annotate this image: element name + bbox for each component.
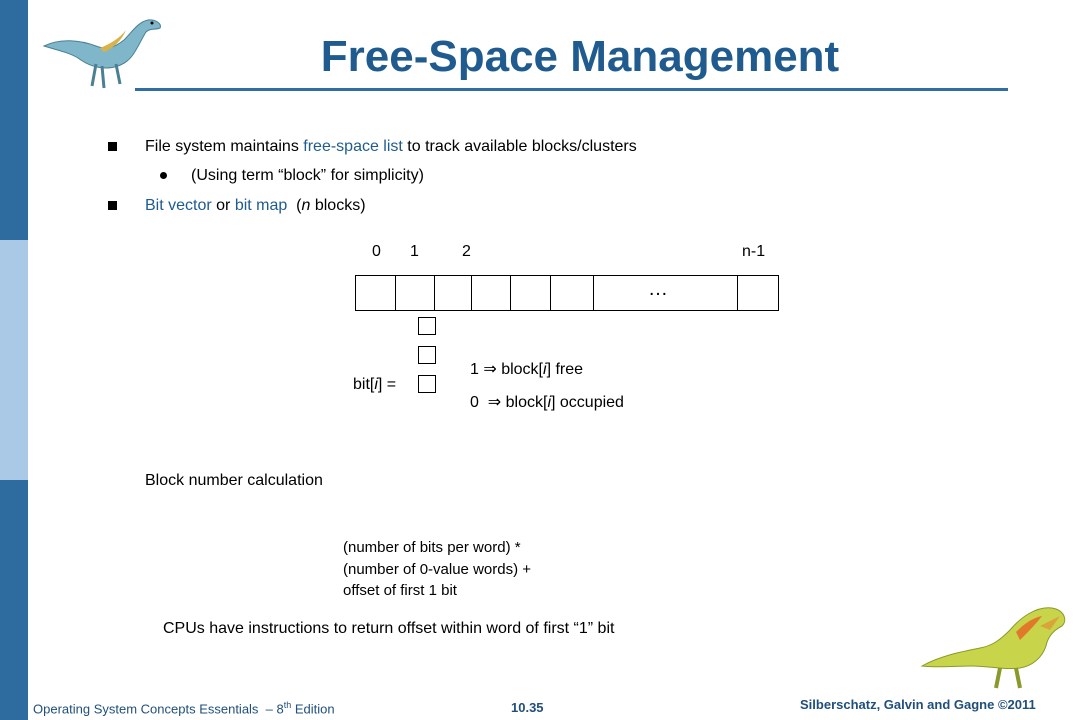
footer-text: Operating System Concepts Essentials – 8 — [33, 701, 284, 717]
cpu-note: CPUs have instructions to return offset within word of first “1” bit — [163, 620, 615, 637]
bullet-text: blocks) — [310, 197, 366, 214]
bullet-text: File system maintains — [145, 138, 304, 155]
ellipsis: … — [648, 278, 668, 300]
legend-text: 1 ⇒ block[ — [470, 361, 543, 378]
calc-heading: Block number calculation — [145, 472, 323, 489]
bit-index-1: 1 — [410, 243, 419, 260]
legend-text: ] free — [546, 361, 584, 378]
footer-superscript: th — [283, 700, 292, 710]
bullet-square-icon — [108, 201, 117, 210]
highlight-term: free-space list — [303, 138, 403, 155]
bit-cell — [510, 275, 551, 311]
bit-index-2: 2 — [462, 243, 471, 260]
bullet-bit-vector — [145, 196, 366, 216]
highlight-term: bit map — [234, 197, 288, 214]
legend-occupied — [470, 393, 624, 413]
label-text: ] = — [377, 376, 397, 393]
legend-text: ] occupied — [551, 394, 624, 411]
bullet-dot-icon — [160, 172, 167, 179]
bit-box — [418, 375, 436, 393]
bullet-text: or — [211, 197, 235, 214]
bullet-text: to track available blocks/clusters — [402, 138, 637, 155]
legend-free — [470, 360, 583, 380]
calc-line-2: (number of 0-value words) + — [343, 561, 531, 578]
bit-cell-ellipsis — [593, 275, 738, 311]
bit-cell — [395, 275, 435, 311]
footer-book-title — [33, 700, 335, 716]
title-underline — [135, 88, 1008, 91]
bit-index-0: 0 — [372, 243, 381, 260]
bit-cell — [355, 275, 396, 311]
italic-i: i — [374, 376, 378, 393]
bullet-text: ( — [287, 197, 302, 214]
dinosaur-logo-bottom — [920, 596, 1070, 696]
bit-cell — [471, 275, 511, 311]
bullet-free-space-list — [145, 137, 637, 157]
bullet-square-icon — [108, 142, 117, 151]
calc-line-3: offset of first 1 bit — [343, 582, 457, 599]
bit-cell — [550, 275, 594, 311]
italic-i: i — [543, 361, 547, 378]
highlight-term: Bit vector — [145, 197, 212, 214]
slide-title: Free-Space Management — [320, 32, 840, 81]
bit-index-n-1: n-1 — [742, 243, 766, 260]
sidebar-band-bottom — [0, 480, 28, 720]
sub-bullet-block-term: (Using term “block” for simplicity) — [191, 167, 424, 184]
label-text: bit[ — [353, 376, 375, 393]
bit-box — [418, 317, 436, 335]
left-sidebar — [0, 0, 28, 720]
legend-text: 0 ⇒ block[ — [470, 394, 548, 411]
bit-i-label — [353, 375, 396, 395]
bit-box — [418, 346, 436, 364]
bit-cell — [737, 275, 779, 311]
italic-i: i — [547, 394, 551, 411]
calc-line-1: (number of bits per word) * — [343, 539, 521, 556]
italic-n: n — [301, 197, 311, 214]
footer-page-number: 10.35 — [511, 700, 544, 715]
footer-copyright: Silberschatz, Galvin and Gagne ©2011 — [800, 697, 1036, 712]
sidebar-band-middle — [0, 240, 28, 480]
footer-text: Edition — [291, 701, 335, 717]
bit-cell — [434, 275, 472, 311]
